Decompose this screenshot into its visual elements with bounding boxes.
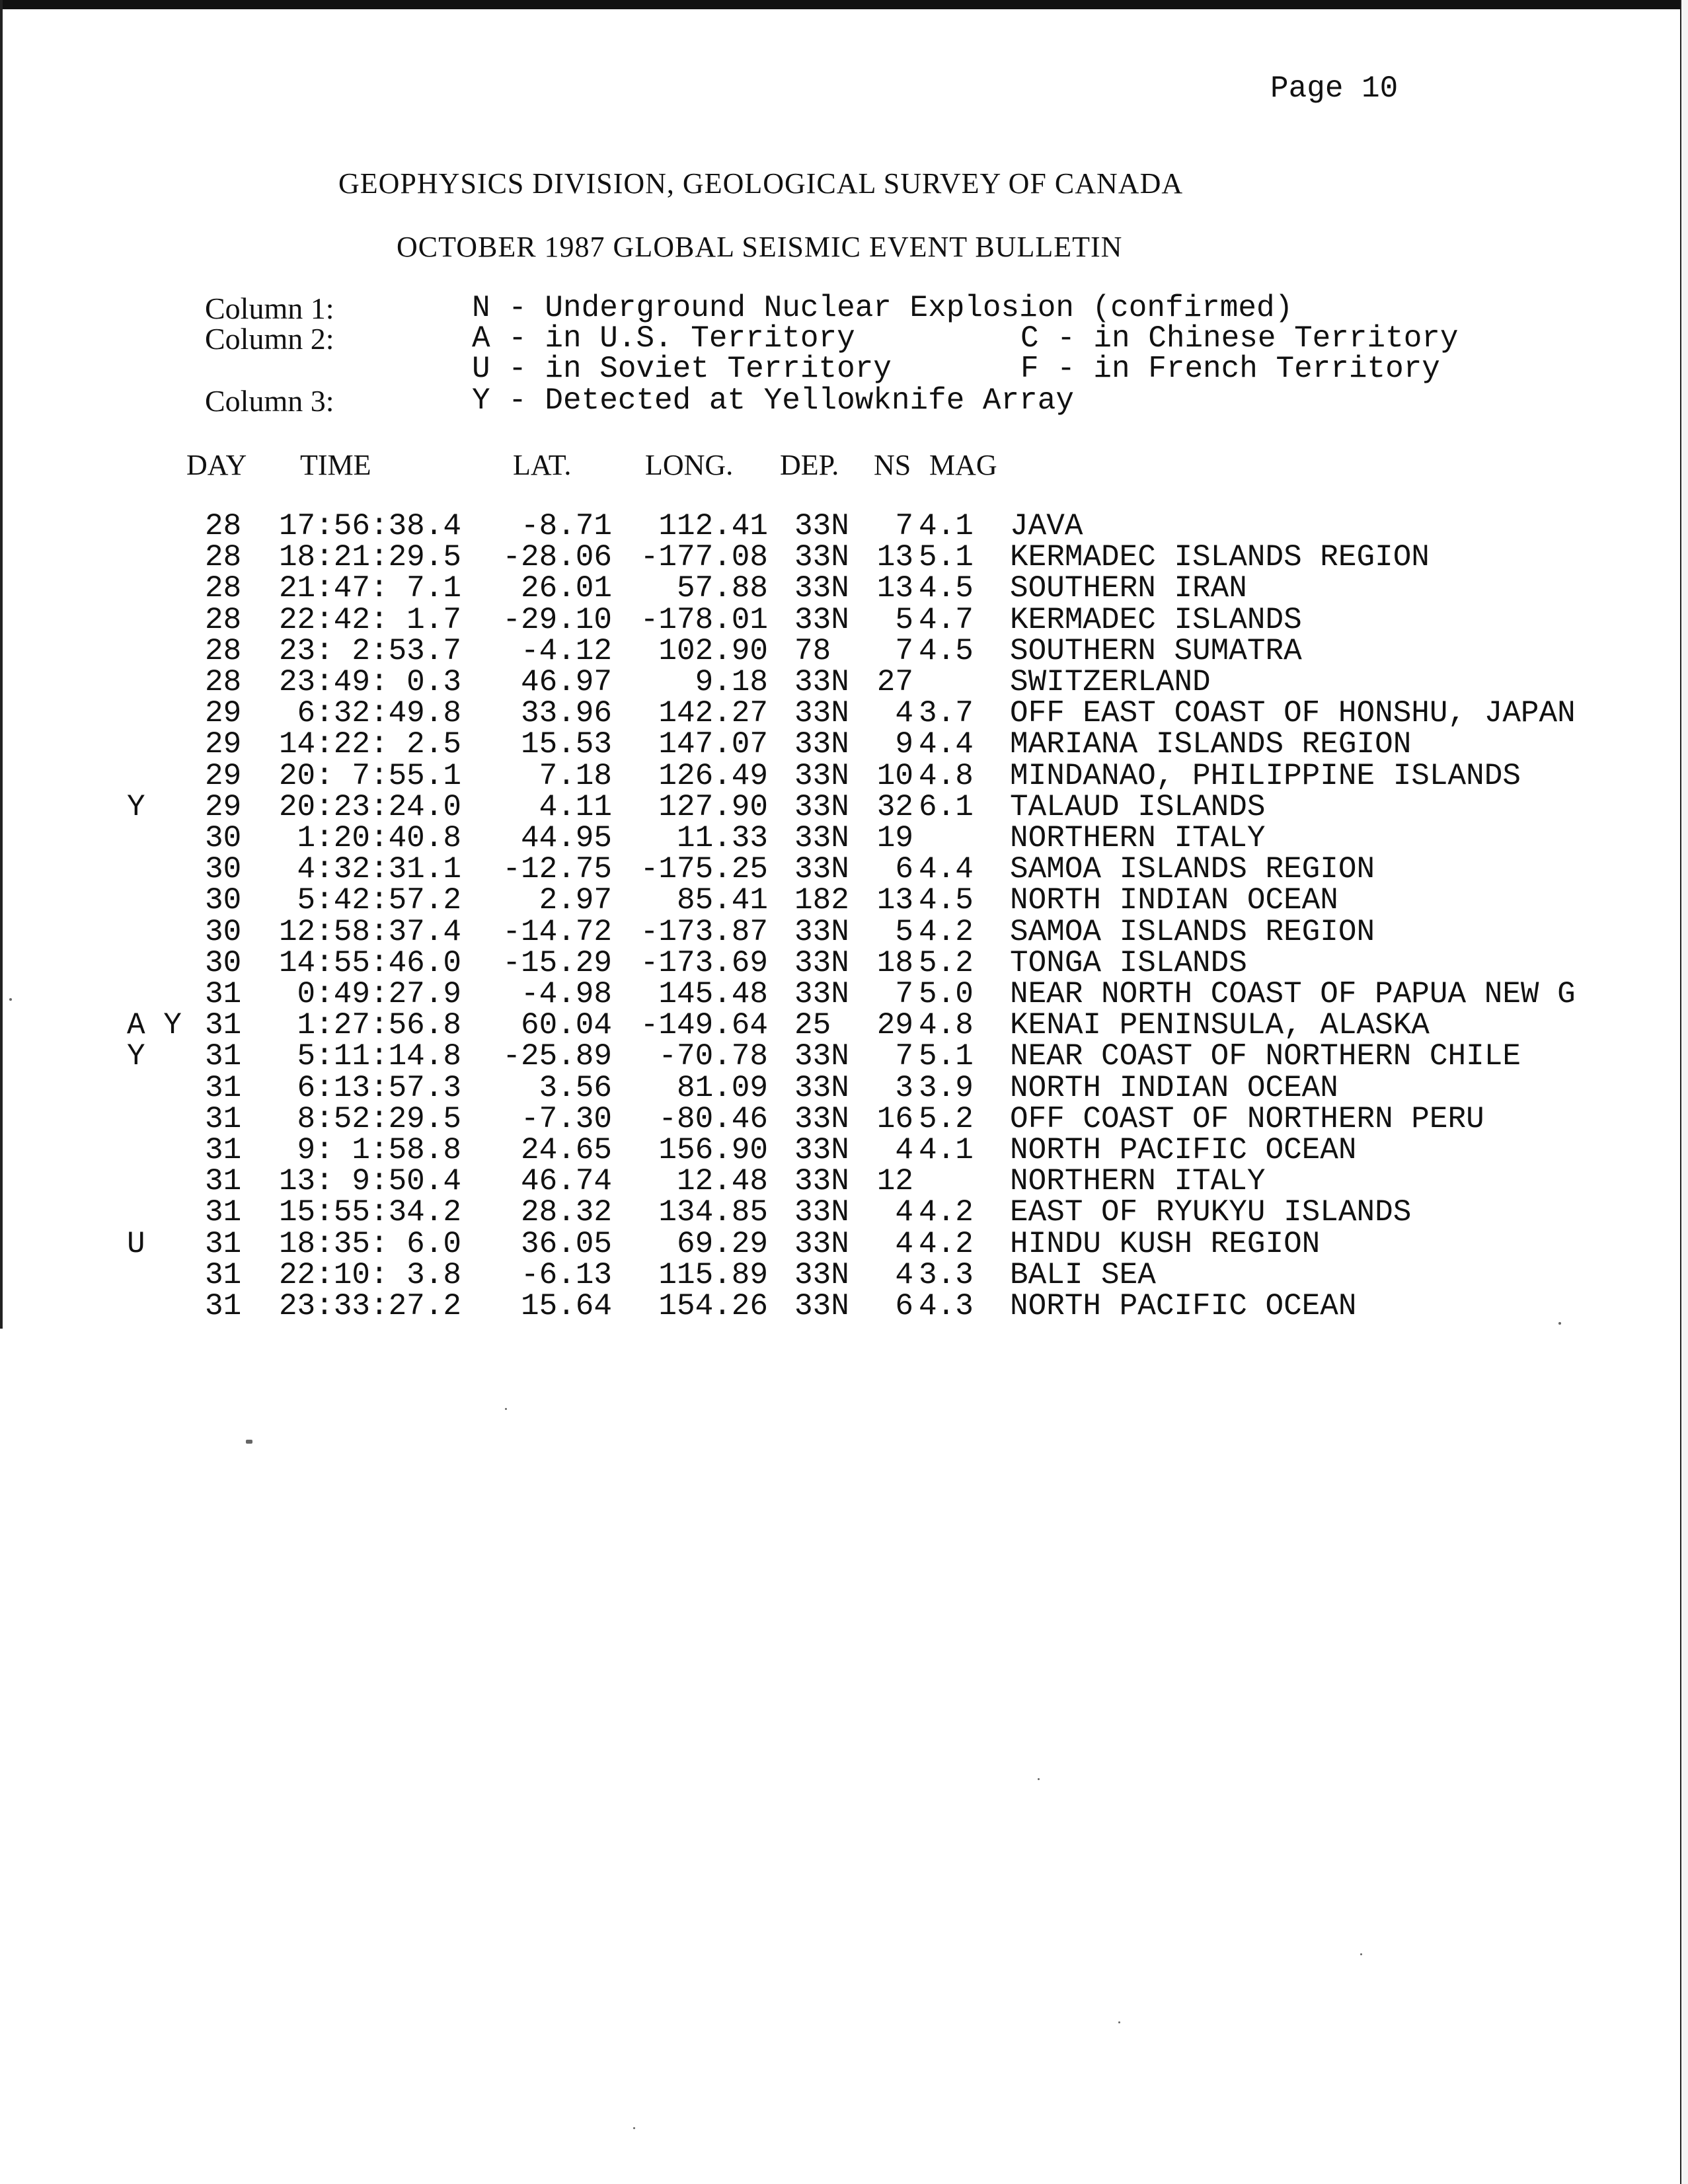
event-longitude: 69.29 [676,1227,768,1261]
event-time: 13: 9:50.4 [278,1164,461,1198]
event-time: 1:20:40.8 [297,821,461,855]
event-depth: 33N [794,1071,849,1105]
event-latitude: 33.96 [520,696,612,730]
event-latitude: 24.65 [520,1133,612,1167]
event-region: MINDANAO, PHILIPPINE ISLANDS [1010,759,1521,793]
event-time: 18:35: 6.0 [278,1227,461,1261]
event-longitude: 81.09 [676,1071,768,1105]
table-row [0,696,1688,730]
event-longitude: -175.25 [640,852,768,886]
table-row [0,1258,1688,1292]
table-row [0,665,1688,699]
event-time: 17:56:38.4 [278,509,461,543]
event-region: SAMOA ISLANDS REGION [1010,915,1375,949]
event-latitude: -14.72 [502,915,612,949]
event-depth: 33N [794,1102,849,1136]
event-region: NEAR NORTH COAST OF PAPUA NEW G [1010,977,1576,1011]
event-time: 23: 2:53.7 [278,634,461,668]
table-row [0,915,1688,949]
event-day: 31 [205,1039,242,1073]
table-row [0,1008,1688,1042]
header-ns: NS [874,449,911,481]
event-longitude: 12.48 [676,1164,768,1198]
event-time: 22:10: 3.8 [278,1258,461,1292]
table-row [0,1195,1688,1229]
event-day: 31 [205,1133,242,1167]
table-row [0,1289,1688,1323]
event-latitude: -8.71 [520,509,612,543]
event-region: NORTHERN ITALY [1010,821,1266,855]
table-row [0,759,1688,793]
event-station-count: 12 [876,1164,913,1198]
legend-col2-label: Column 2: [205,322,334,356]
event-longitude: 115.89 [658,1258,768,1292]
event-time: 14:22: 2.5 [278,727,461,761]
event-depth: 33N [794,696,849,730]
event-depth: 33N [794,1289,849,1323]
event-time: 6:13:57.3 [297,1071,461,1105]
event-longitude: -173.69 [640,946,768,980]
event-latitude: -4.98 [520,977,612,1011]
event-longitude: -173.87 [640,915,768,949]
legend-col2-c: C - in Chinese Territory [1020,321,1459,356]
event-time: 20:23:24.0 [278,790,461,824]
event-magnitude: 6.1 [919,790,974,824]
legend-col3-label: Column 3: [205,384,334,418]
event-day: 31 [205,1071,242,1105]
event-depth: 33N [794,727,849,761]
event-longitude: 147.07 [658,727,768,761]
event-flags: A Y [127,1008,182,1042]
event-time: 23:33:27.2 [278,1289,461,1323]
scan-speck [505,1408,507,1410]
event-time: 23:49: 0.3 [278,665,461,699]
event-magnitude: 4.5 [919,571,974,605]
event-longitude: -178.01 [640,603,768,637]
event-magnitude: 4.5 [919,634,974,668]
event-latitude: 15.53 [520,727,612,761]
event-latitude: 36.05 [520,1227,612,1261]
event-station-count: 18 [876,946,913,980]
event-station-count: 13 [876,540,913,574]
event-day: 31 [205,1289,242,1323]
event-region: MARIANA ISLANDS REGION [1010,727,1412,761]
event-depth: 33N [794,571,849,605]
event-region: BALI SEA [1010,1258,1156,1292]
legend-col1-label: Column 1: [205,292,334,325]
event-station-count: 5 [895,603,913,637]
event-station-count: 4 [895,1133,913,1167]
event-magnitude: 4.3 [919,1289,974,1323]
event-latitude: -15.29 [502,946,612,980]
table-row [0,727,1688,761]
event-region: NORTH INDIAN OCEAN [1010,1071,1338,1105]
legend-col3-y: Y - Detected at Yellowknife Array [472,383,1074,418]
event-time: 9: 1:58.8 [297,1133,461,1167]
event-magnitude: 4.2 [919,1195,974,1229]
event-depth: 33N [794,1227,849,1261]
event-latitude: 46.74 [520,1164,612,1198]
event-magnitude: 4.8 [919,1008,974,1042]
event-day: 28 [205,665,242,699]
event-day: 31 [205,1164,242,1198]
event-region: EAST OF RYUKYU ISLANDS [1010,1195,1412,1229]
event-depth: 33N [794,821,849,855]
scan-speck [246,1440,252,1444]
event-day: 28 [205,540,242,574]
bulletin-title: GEOPHYSICS DIVISION, GEOLOGICAL SURVEY OF CANADA [338,167,1184,200]
event-region: SOUTHERN SUMATRA [1010,634,1302,668]
event-longitude: 154.26 [658,1289,768,1323]
event-flags: Y [127,790,145,824]
event-region: NORTH INDIAN OCEAN [1010,883,1338,917]
event-latitude: 60.04 [520,1008,612,1042]
event-station-count: 5 [895,915,913,949]
event-flags: U [127,1227,145,1261]
table-row [0,1164,1688,1198]
event-station-count: 13 [876,883,913,917]
event-time: 4:32:31.1 [297,852,461,886]
event-latitude: -12.75 [502,852,612,886]
event-day: 28 [205,571,242,605]
event-time: 14:55:46.0 [278,946,461,980]
event-station-count: 29 [876,1008,913,1042]
event-magnitude: 4.2 [919,915,974,949]
event-longitude: 11.33 [676,821,768,855]
event-station-count: 13 [876,571,913,605]
event-day: 28 [205,603,242,637]
event-depth: 78 [794,634,831,668]
header-day: DAY [186,449,247,481]
legend-col1-n: N - Underground Nuclear Explosion (confirmed) [472,291,1293,325]
scan-speck [1118,2021,1120,2023]
scan-speck [1360,1953,1362,1955]
legend-col2-a: A - in U.S. Territory [472,321,855,356]
event-region: NORTH PACIFIC OCEAN [1010,1289,1357,1323]
event-magnitude: 3.9 [919,1071,974,1105]
event-depth: 33N [794,1258,849,1292]
table-row [0,946,1688,980]
event-region: NEAR COAST OF NORTHERN CHILE [1010,1039,1521,1073]
table-row [0,977,1688,1011]
table-row [0,509,1688,543]
event-region: SWITZERLAND [1010,665,1211,699]
table-row [0,540,1688,574]
event-latitude: 2.97 [539,883,612,917]
event-longitude: 112.41 [658,509,768,543]
event-region: TALAUD ISLANDS [1010,790,1266,824]
event-depth: 25 [794,1008,831,1042]
event-station-count: 7 [895,634,913,668]
table-row [0,821,1688,855]
event-region: KENAI PENINSULA, ALASKA [1010,1008,1430,1042]
event-magnitude: 5.2 [919,946,974,980]
event-latitude: 3.56 [539,1071,612,1105]
event-longitude: 102.90 [658,634,768,668]
page-number: Page 10 [1270,71,1399,106]
event-longitude: 142.27 [658,696,768,730]
event-region: SAMOA ISLANDS REGION [1010,852,1375,886]
event-day: 30 [205,883,242,917]
event-region: TONGA ISLANDS [1010,946,1247,980]
event-magnitude: 3.7 [919,696,974,730]
event-time: 20: 7:55.1 [278,759,461,793]
event-magnitude: 4.7 [919,603,974,637]
event-station-count: 4 [895,1258,913,1292]
event-region: OFF COAST OF NORTHERN PERU [1010,1102,1484,1136]
event-magnitude: 4.2 [919,1227,974,1261]
event-longitude: 134.85 [658,1195,768,1229]
event-latitude: -7.30 [520,1102,612,1136]
event-longitude: 9.18 [695,665,768,699]
event-depth: 33N [794,1133,849,1167]
event-region: JAVA [1010,509,1083,543]
event-region: NORTHERN ITALY [1010,1164,1266,1198]
table-row [0,883,1688,917]
header-lat: LAT. [513,449,572,481]
event-station-count: 16 [876,1102,913,1136]
event-latitude: -29.10 [502,603,612,637]
event-time: 22:42: 1.7 [278,603,461,637]
table-row [0,1102,1688,1136]
event-latitude: 15.64 [520,1289,612,1323]
event-longitude: 57.88 [676,571,768,605]
event-latitude: -6.13 [520,1258,612,1292]
event-latitude: 46.97 [520,665,612,699]
event-longitude: 145.48 [658,977,768,1011]
event-latitude: -4.12 [520,634,612,668]
event-depth: 33N [794,1195,849,1229]
scan-speck [9,998,12,1001]
event-magnitude: 5.2 [919,1102,974,1136]
table-row [0,634,1688,668]
event-latitude: 44.95 [520,821,612,855]
event-longitude: -70.78 [658,1039,768,1073]
table-row [0,1071,1688,1105]
event-station-count: 6 [895,852,913,886]
header-mag: MAG [929,449,997,481]
scan-top-edge [0,0,1688,9]
event-day: 29 [205,727,242,761]
table-row [0,790,1688,824]
event-time: 1:27:56.8 [297,1008,461,1042]
header-long: LONG. [645,449,734,481]
event-day: 31 [205,977,242,1011]
event-longitude: -80.46 [658,1102,768,1136]
event-longitude: 126.49 [658,759,768,793]
table-row [0,1227,1688,1261]
event-day: 29 [205,696,242,730]
table-row [0,1133,1688,1167]
event-day: 29 [205,759,242,793]
table-row [0,1039,1688,1073]
event-magnitude: 4.4 [919,852,974,886]
event-station-count: 10 [876,759,913,793]
event-latitude: 26.01 [520,571,612,605]
event-station-count: 32 [876,790,913,824]
event-station-count: 3 [895,1071,913,1105]
event-station-count: 9 [895,727,913,761]
event-day: 29 [205,790,242,824]
scan-speck [633,2127,635,2129]
event-time: 15:55:34.2 [278,1195,461,1229]
event-time: 8:52:29.5 [297,1102,461,1136]
event-latitude: -28.06 [502,540,612,574]
table-row [0,571,1688,605]
scan-speck [1558,1322,1561,1325]
event-latitude: -25.89 [502,1039,612,1073]
event-time: 5:42:57.2 [297,883,461,917]
event-depth: 33N [794,540,849,574]
event-longitude: 85.41 [676,883,768,917]
event-depth: 33N [794,852,849,886]
event-depth: 33N [794,915,849,949]
event-region: NORTH PACIFIC OCEAN [1010,1133,1357,1167]
event-region: HINDU KUSH REGION [1010,1227,1321,1261]
event-day: 28 [205,509,242,543]
event-magnitude: 5.1 [919,1039,974,1073]
event-latitude: 28.32 [520,1195,612,1229]
event-day: 31 [205,1195,242,1229]
scan-speck [1038,1778,1040,1780]
event-station-count: 19 [876,821,913,855]
event-longitude: -177.08 [640,540,768,574]
event-day: 31 [205,1227,242,1261]
event-region: KERMADEC ISLANDS [1010,603,1302,637]
event-longitude: 156.90 [658,1133,768,1167]
event-day: 30 [205,852,242,886]
column-legend [0,291,1688,423]
event-magnitude: 4.5 [919,883,974,917]
event-latitude: 4.11 [539,790,612,824]
event-day: 31 [205,1008,242,1042]
event-time: 12:58:37.4 [278,915,461,949]
event-day: 28 [205,634,242,668]
event-day: 31 [205,1258,242,1292]
event-magnitude: 3.3 [919,1258,974,1292]
event-region: SOUTHERN IRAN [1010,571,1247,605]
event-time: 6:32:49.8 [297,696,461,730]
event-station-count: 4 [895,1195,913,1229]
table-row [0,852,1688,886]
event-time: 0:49:27.9 [297,977,461,1011]
event-longitude: -149.64 [640,1008,768,1042]
event-station-count: 7 [895,509,913,543]
event-magnitude: 4.1 [919,1133,974,1167]
event-magnitude: 5.0 [919,977,974,1011]
event-region: KERMADEC ISLANDS REGION [1010,540,1430,574]
event-station-count: 27 [876,665,913,699]
event-day: 31 [205,1102,242,1136]
event-station-count: 4 [895,696,913,730]
event-depth: 182 [794,883,849,917]
event-station-count: 7 [895,977,913,1011]
event-time: 21:47: 7.1 [278,571,461,605]
event-magnitude: 4.4 [919,727,974,761]
header-dep: DEP. [780,449,839,481]
event-time: 5:11:14.8 [297,1039,461,1073]
event-region: OFF EAST COAST OF HONSHU, JAPAN [1010,696,1576,730]
table-row [0,603,1688,637]
event-station-count: 4 [895,1227,913,1261]
event-depth: 33N [794,603,849,637]
event-magnitude: 4.8 [919,759,974,793]
event-day: 30 [205,821,242,855]
event-station-count: 6 [895,1289,913,1323]
event-depth: 33N [794,790,849,824]
event-flags: Y [127,1039,145,1073]
event-depth: 33N [794,1039,849,1073]
header-time: TIME [300,449,371,481]
event-latitude: 7.18 [539,759,612,793]
event-depth: 33N [794,509,849,543]
event-magnitude: 4.1 [919,509,974,543]
event-depth: 33N [794,759,849,793]
event-time: 18:21:29.5 [278,540,461,574]
bulletin-subtitle: OCTOBER 1987 GLOBAL SEISMIC EVENT BULLETIN [397,231,1123,263]
event-magnitude: 5.1 [919,540,974,574]
event-depth: 33N [794,977,849,1011]
event-day: 30 [205,946,242,980]
event-day: 30 [205,915,242,949]
event-depth: 33N [794,946,849,980]
event-station-count: 7 [895,1039,913,1073]
event-depth: 33N [794,665,849,699]
event-longitude: 127.90 [658,790,768,824]
legend-col2-u: U - in Soviet Territory [472,352,892,386]
legend-col2-f: F - in French Territory [1020,352,1440,386]
event-depth: 33N [794,1164,849,1198]
